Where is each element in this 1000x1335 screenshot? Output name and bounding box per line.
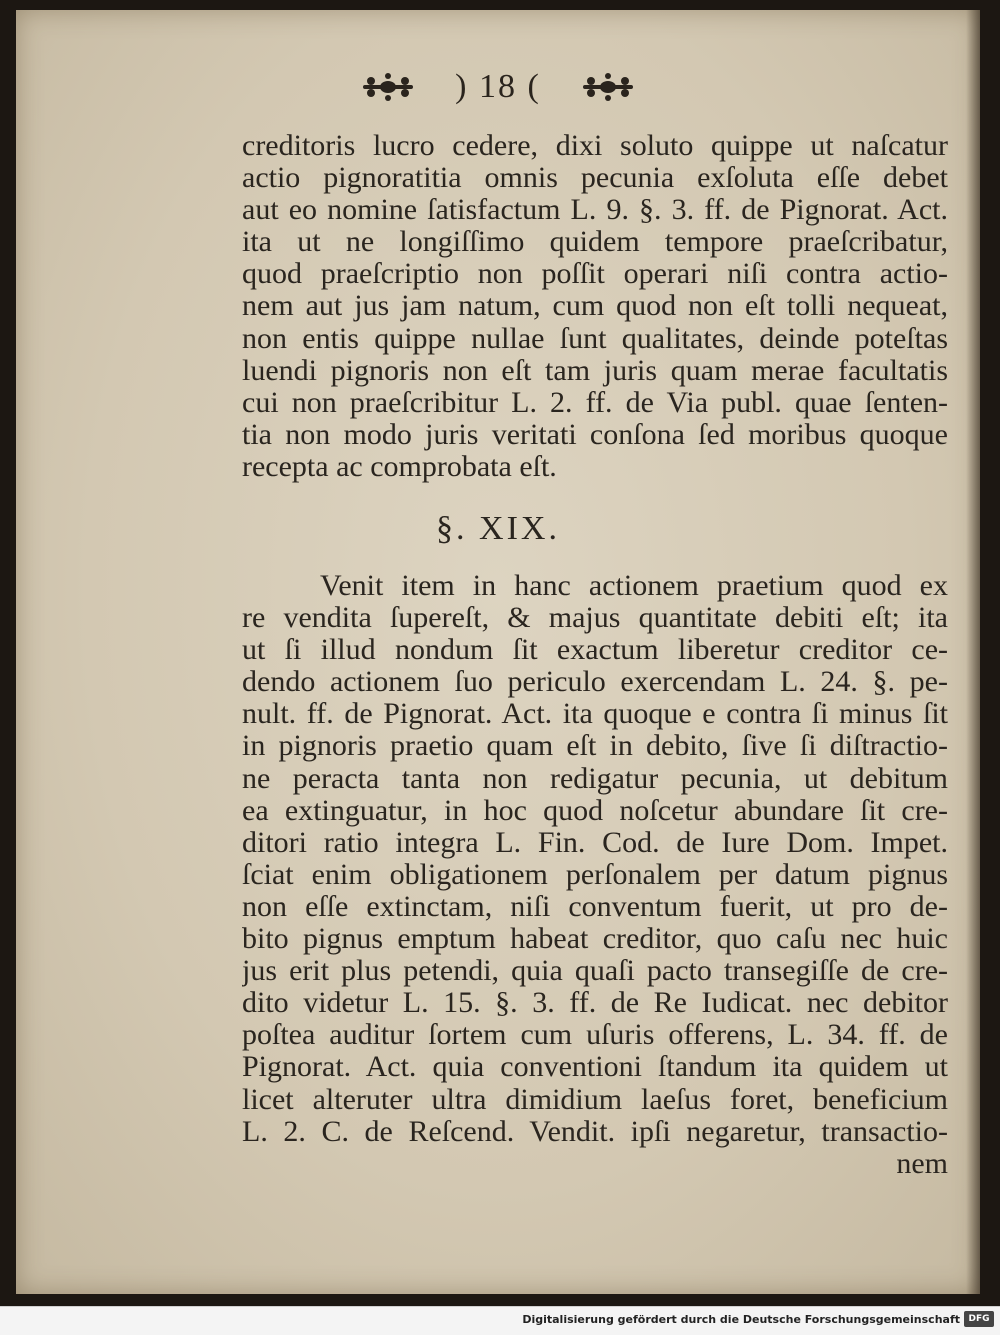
text-line: ſciat enim obligationem perſonalem per datum pignus <box>242 858 948 891</box>
section-heading: §. XIX. <box>436 510 560 547</box>
text-line: cui non praeſcribitur L. 2. ff. de Via publ. quae ſenten- <box>242 386 948 419</box>
text-line: luendi pignoris non eſt tam juris quam merae facultatis <box>242 354 948 387</box>
text-line: poſtea auditur ſortem cum uſuris offerens, L. 34. ff. de <box>242 1019 948 1052</box>
text-line: actio pignoratitia omnis pecunia exſoluta eſſe debet <box>242 162 948 195</box>
text-line: ditori ratio integra L. Fin. Cod. de Iure Dom. Impet. <box>242 826 948 859</box>
text-line: Venit item in hanc actionem praetium quod ex <box>320 570 948 602</box>
text-line: jus erit plus petendi, quia quaſi pacto transegiſſe de cre- <box>242 955 948 988</box>
text-line: in pignoris praetio quam eſt in debito, ſive ſi diſtractio- <box>242 730 948 763</box>
text-line: L. 2. C. de Reſcend. Vendit. ipſi negaretur, transactio- <box>242 1115 948 1148</box>
text-line: bito pignus emptum habeat creditor, quo caſu nec huic <box>242 923 948 956</box>
text-line: nult. ff. de Pignorat. Act. ita quoque e contra ſi minus ſit <box>242 698 948 731</box>
text-line: creditoris lucro cedere, dixi soluto quippe ut naſcatur <box>242 130 948 162</box>
text-line: nem aut jus jam natum, cum quod non eſt tolli nequeat, <box>242 290 948 323</box>
text-line: ut ſi illud nondum ſit exactum liberetur creditor ce- <box>242 634 948 667</box>
catchword: nem <box>896 1147 948 1180</box>
paragraph-2 <box>242 570 948 1180</box>
text-line: non entis quippe nullae ſunt qualitates, deinde poteſtas <box>242 322 948 355</box>
left-ornament-icon <box>359 72 417 102</box>
text-line: non eſſe extinctam, niſi conventum fuerit, ut pro de- <box>242 890 948 923</box>
footer-credit: Digitalisierung gefördert durch die Deutsche Forschungsgemeinschaft <box>522 1313 960 1326</box>
paragraph-1 <box>242 130 948 483</box>
text-line: ne peracta tanta non redigatur pecunia, ut debitum <box>242 762 948 795</box>
text-line: dendo actionem ſuo periculo exercendam L. 24. §. pe- <box>242 666 948 699</box>
text-line: dito videtur L. 15. §. 3. ff. de Re Iudicat. nec debitor <box>242 987 948 1020</box>
text-line: licet alteruter ultra dimidium laeſus foret, beneficium <box>242 1083 948 1116</box>
text-line: ita ut ne longiſſimo quidem tempore praeſcribatur, <box>242 226 948 259</box>
book-page <box>16 10 980 1294</box>
text-line: recepta ac comprobata eſt. <box>242 450 557 483</box>
text-line: quod praeſcriptio non poſſit operari niſi contra actio- <box>242 258 948 291</box>
text-line: re vendita ſupereſt, & majus quantitate debiti eſt; ita <box>242 602 948 635</box>
text-line: ea extinguatur, in hoc quod noſcetur abundare ſit cre- <box>242 794 948 827</box>
running-head <box>16 68 980 106</box>
text-line: tia non modo juris veritati conſona ſed moribus quoque <box>242 418 948 451</box>
page-number: ) 18 ( <box>455 68 541 105</box>
right-ornament-icon <box>579 72 637 102</box>
dfg-logo-icon: DFG <box>964 1311 994 1327</box>
text-line: Pignorat. Act. quia conventioni ſtandum ita quidem ut <box>242 1051 948 1084</box>
page-edge-shadow <box>966 10 980 1294</box>
text-line: aut eo nomine ſatisfactum L. 9. §. 3. ff. de Pignorat. Act. <box>242 194 948 227</box>
